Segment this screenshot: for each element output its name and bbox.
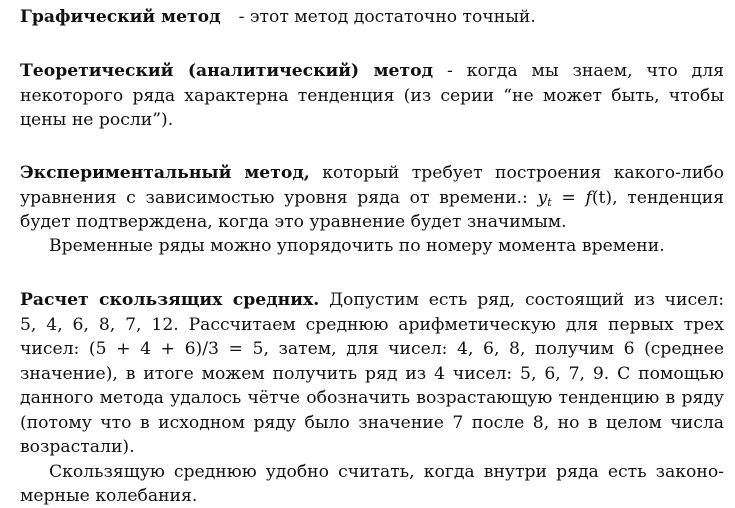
theoretical-method-heading: Теоретический (аналитический) метод: [20, 61, 434, 81]
moving-average-heading: Расчет скользящих средних.: [20, 290, 320, 310]
theoretical-method-line-3: цены не росли”).: [20, 110, 174, 130]
formula-equals: =: [561, 188, 576, 208]
formula-f: f: [585, 188, 592, 208]
moving-average-line-1: [20, 288, 724, 312]
formula-argument: (t),: [591, 188, 618, 208]
formula: [537, 188, 617, 208]
experimental-method-heading: Экспериментальный метод,: [20, 163, 310, 183]
moving-average-line-7: возрастали).: [20, 437, 135, 457]
experimental-method-line-1: [20, 161, 724, 185]
experimental-method-line-4: Временные ряды можно упорядочить по номеру момента времени.: [49, 236, 665, 256]
graphic-method-heading: Графический метод: [20, 7, 221, 27]
experimental-method-line-3: будет подтверждена, когда это уравнение будет значимым.: [20, 212, 567, 232]
moving-average-line-2: 5, 4, 6, 8, 7, 12. Рассчитаем среднюю арифметическую для первых трех: [20, 315, 724, 335]
experimental-method-text: который требует построения какого-либо: [322, 163, 725, 183]
formula-y: y: [537, 188, 548, 208]
graphic-method-text: - этот метод достаточно точный.: [238, 7, 536, 27]
moving-average-line-6: (потому что в исходном ряду было значение 7 после 8, но в целом числа: [20, 413, 724, 433]
moving-average-line-5: данного метода удалось чётче обозначить возрастающую тенденцию в ряду: [20, 388, 724, 408]
graphic-method-line: [20, 5, 536, 29]
experimental-line-2b: тенденция: [627, 188, 724, 208]
theoretical-method-line-1: [20, 59, 724, 83]
moving-average-text: Допустим есть ряд, состоящий из чисел:: [329, 290, 724, 310]
experimental-method-line-2: [20, 186, 724, 210]
experimental-line-2a: уравнения с зависимостью уровня ряда от времени.:: [20, 188, 528, 208]
moving-average-line-9: мерные колебания.: [20, 486, 198, 506]
moving-average-line-8: Скользящую среднюю удобно считать, когда внутри ряда есть законо-: [49, 462, 724, 482]
theoretical-method-text: - когда мы знаем, что для: [446, 61, 725, 81]
moving-average-line-3: чисел: (5 + 4 + 6)/3 = 5, затем, для чисел: 4, 6, 8, получим 6 (среднее: [20, 339, 724, 359]
formula-subscript: t: [547, 196, 552, 209]
theoretical-method-line-2: некоторого ряда характерна тенденция (из серии “не может быть, чтобы: [20, 86, 724, 106]
moving-average-line-4: значение), в итоге можем получить ряд из 4 чисел: 5, 6, 7, 9. С помощью: [20, 364, 724, 384]
